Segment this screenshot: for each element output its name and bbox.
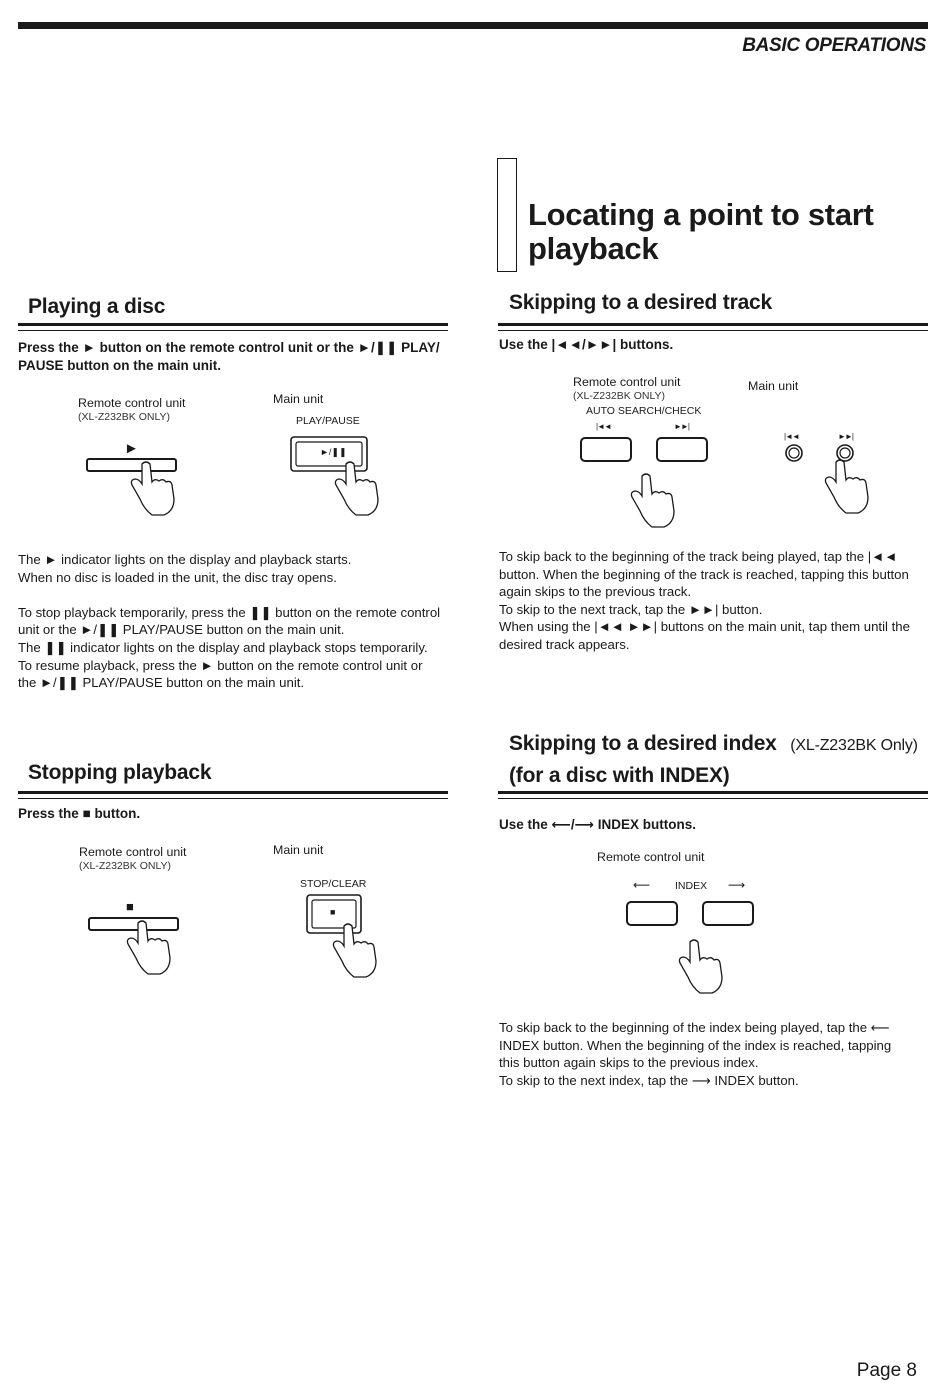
text-line: unit or the ►/❚❚ PLAY/PAUSE button on the main unit. — [18, 622, 345, 638]
remote-label: Remote control unit — [597, 850, 705, 864]
section-rule — [498, 791, 928, 794]
text-line: To resume playback, press the ► button on the remote control unit or — [18, 657, 423, 673]
section-rule — [18, 791, 448, 794]
top-rule — [18, 22, 928, 29]
play-pause-icon: ►/❚❚ — [320, 447, 347, 457]
skip-index-model-note: (XL-Z232BK Only) — [790, 737, 918, 754]
play-pause-label: PLAY/PAUSE — [296, 415, 360, 427]
section-rule-thin — [498, 330, 928, 331]
playing-description — [18, 551, 458, 692]
text-line: this button again skips to the previous index. — [499, 1055, 759, 1071]
index-label: INDEX — [675, 880, 708, 892]
main-unit-label: Main unit — [273, 392, 324, 406]
stop-icon: ■ — [330, 907, 336, 917]
skip-index-title — [509, 732, 929, 756]
remote-skip-buttons-illustration — [578, 436, 718, 528]
text-line: The ❚❚ indicator lights on the display and playback stops temporarily. — [18, 639, 428, 655]
skip-forward-icon: ►►| — [838, 432, 853, 441]
skip-track-instruction: Use the |◄◄/►►| buttons. — [499, 337, 674, 352]
remote-index-buttons-illustration — [624, 900, 764, 996]
playing-title: Playing a disc — [28, 295, 166, 318]
main-unit-label: Main unit — [748, 379, 799, 393]
main-skip-buttons-illustration — [780, 442, 870, 512]
skip-index-title-text: Skipping to a desired index — [509, 732, 777, 755]
text-line: The ► indicator lights on the display and playback starts. — [18, 552, 352, 567]
text-line: When no disc is loaded in the unit, the disc tray opens. — [18, 569, 337, 585]
skip-track-description — [499, 548, 939, 654]
text-line: To skip back to the beginning of the track being played, tap the |◄◄ — [499, 549, 898, 564]
text-line: To skip to the next index, tap the ⟶ INDEX button. — [499, 1072, 799, 1088]
stopping-instruction: Press the ■ button. — [18, 806, 141, 821]
main-unit-label: Main unit — [273, 843, 324, 857]
remote-label: Remote control unit — [573, 375, 681, 389]
section-rule-thin — [18, 330, 448, 331]
text-line: To skip back to the beginning of the index being played, tap the ⟵ — [499, 1020, 890, 1035]
text-line: the ►/❚❚ PLAY/PAUSE button on the main unit. — [18, 675, 305, 691]
title-marker-box — [497, 158, 517, 272]
skip-forward-icon: ►►| — [674, 422, 689, 431]
play-icon: ► — [124, 440, 139, 457]
text-line: To stop playback temporarily, press the ❚❚ button on the remote control — [18, 604, 441, 620]
remote-label: Remote control unit — [78, 396, 186, 410]
text-line: To skip to the next track, tap the ►►| button. — [499, 601, 763, 617]
main-stop-button-illustration — [306, 894, 396, 978]
remote-sub-label: (XL-Z232BK ONLY) — [573, 390, 666, 402]
section-rule — [18, 323, 448, 326]
text-line — [18, 586, 458, 604]
text-line: When using the |◄◄ ►►| buttons on the main unit, tap them until the — [499, 619, 910, 635]
page-title: Locating a point to start playback — [528, 197, 874, 266]
auto-search-label: AUTO SEARCH/CHECK — [586, 405, 702, 417]
stopping-title: Stopping playback — [28, 761, 212, 784]
section-heading: BASIC OPERATIONS — [742, 35, 926, 56]
remote-stop-button-illustration — [88, 899, 184, 983]
text-line: INDEX button. When the beginning of the index is reached, tapping — [499, 1037, 892, 1053]
remote-sub-label: (XL-Z232BK ONLY) — [79, 860, 172, 872]
page-number: Page 8 — [856, 1360, 917, 1381]
skip-index-title-line2: (for a disc with INDEX) — [509, 764, 730, 787]
section-rule — [498, 323, 928, 326]
remote-label: Remote control unit — [79, 845, 187, 859]
skip-back-icon: |◄◄ — [784, 432, 799, 441]
skip-index-instruction: Use the ⟵/⟶ INDEX buttons. — [499, 817, 696, 832]
main-play-pause-button-illustration — [290, 436, 380, 520]
index-back-arrow-icon: ⟵ — [633, 878, 651, 892]
text-line: desired track appears. — [499, 636, 630, 652]
skip-index-description — [499, 1019, 939, 1089]
index-forward-arrow-icon: ⟶ — [728, 878, 746, 892]
stop-clear-label: STOP/CLEAR — [300, 878, 367, 890]
section-rule-thin — [18, 798, 448, 799]
text-line: again skips to the previous track. — [499, 584, 692, 600]
stop-icon: ■ — [126, 899, 134, 914]
playing-instruction: Press the ► button on the remote control unit or the ►/❚❚ PLAY/ PAUSE button on the main unit. — [18, 340, 440, 373]
text-line: button. When the beginning of the track is reached, tapping this button — [499, 566, 909, 582]
section-rule-thin — [498, 798, 928, 799]
remote-sub-label: (XL-Z232BK ONLY) — [78, 411, 171, 423]
remote-play-button-illustration — [86, 440, 182, 520]
skip-back-icon: |◄◄ — [596, 422, 611, 431]
skip-track-title: Skipping to a desired track — [509, 291, 773, 314]
